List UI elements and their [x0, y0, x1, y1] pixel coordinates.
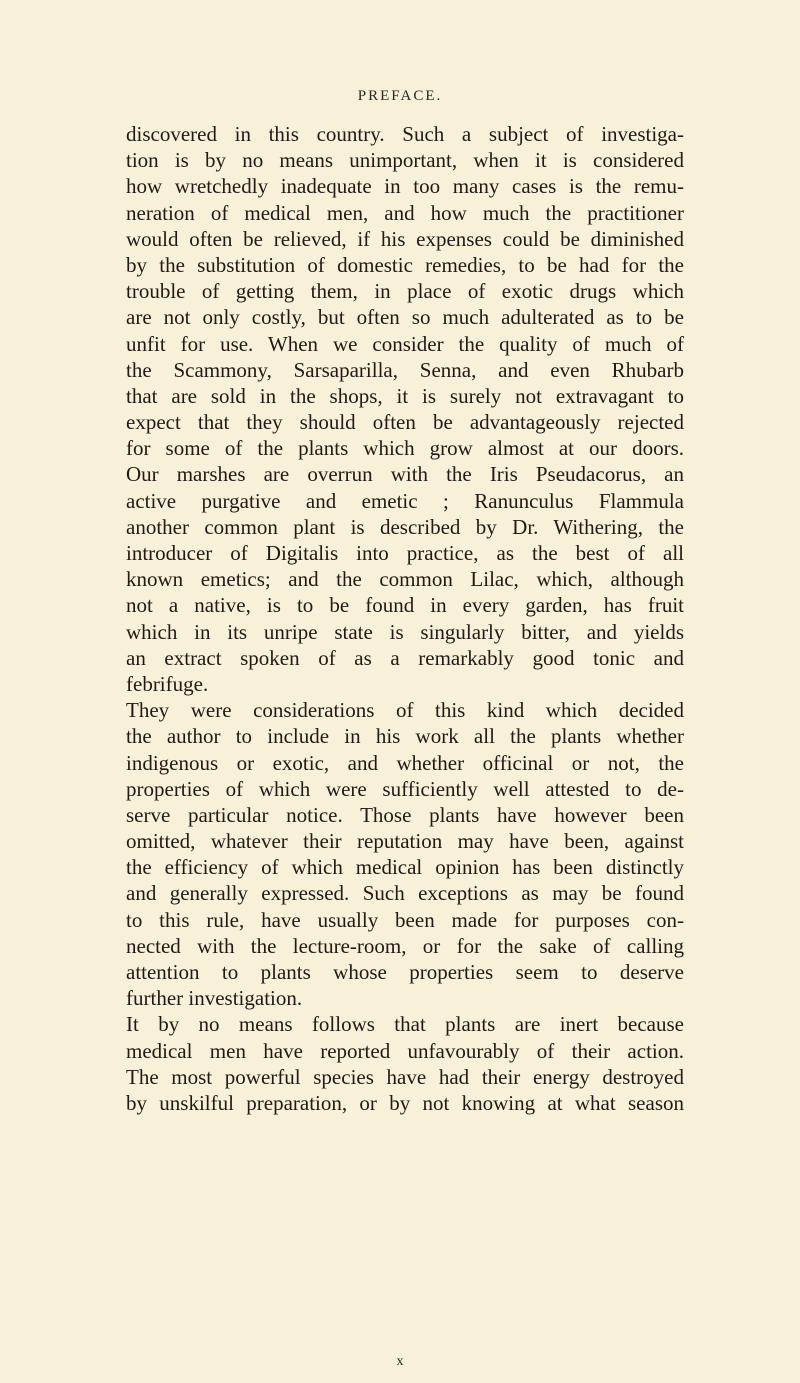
text-line: medical men have reported unfavourably of their action. — [126, 1038, 684, 1063]
body-text — [126, 121, 684, 1116]
text-line: that are sold in the shops, it is surely not extravagant to — [126, 383, 684, 408]
text-line: neration of medical men, and how much the practitioner — [126, 200, 684, 225]
text-line: and generally expressed. Such exceptions as may be found — [126, 881, 684, 906]
text-line: The most powerful species have had their energy destroyed — [126, 1064, 684, 1089]
text-line: Our marshes are overrun with the Iris Pseudacorus, an — [126, 462, 684, 487]
text-line: by the substitution of domestic remedies, to be had for the — [126, 252, 684, 277]
text-line: another common plant is described by Dr. Withering, the — [126, 514, 684, 539]
text-line: introducer of Digitalis into practice, as the best of all — [126, 541, 684, 565]
text-line: an extract spoken of as a remarkably good tonic and — [126, 645, 684, 670]
running-head: PREFACE. — [357, 88, 443, 104]
text-line: attention to plants whose properties seem to deserve — [126, 960, 684, 984]
text-line: further investigation. — [126, 986, 303, 1011]
text-line: indigenous or exotic, and whether officinal or not, the — [126, 750, 684, 775]
text-line: for some of the plants which grow almost at our doors. — [126, 436, 684, 461]
text-line: tion is by no means unimportant, when it is considered — [126, 148, 684, 173]
text-line: to this rule, have usually been made for purposes con- — [126, 907, 684, 932]
text-line: by unskilful preparation, or by not knowing at what season — [126, 1090, 684, 1115]
text-line: properties of which were sufficiently well attested to de- — [126, 776, 684, 801]
text-line: which in its unripe state is singularly bitter, and yields — [126, 619, 684, 644]
text-line: how wretchedly inadequate in too many cases is the remu- — [126, 174, 684, 199]
signature-mark: x — [396, 1354, 404, 1369]
text-line: serve particular notice. Those plants have however been — [126, 802, 684, 827]
text-line: would often be relieved, if his expenses could be diminished — [126, 226, 684, 251]
text-line: not a native, is to be found in every garden, has fruit — [126, 593, 684, 618]
text-line: the Scammony, Sarsaparilla, Senna, and even Rhubarb — [126, 357, 684, 382]
text-line: the author to include in his work all the plants whether — [126, 724, 684, 749]
text-line: active purgative and emetic ; Ranunculus Flammula — [126, 488, 684, 513]
text-line: are not only costly, but often so much adulterated as to be — [126, 305, 684, 330]
text-line: unfit for use. When we consider the quality of much of — [126, 331, 684, 356]
text-line: omitted, whatever their reputation may have been, against — [126, 829, 684, 854]
paragraph-start-line: They were considerations of this kind which decided — [126, 698, 684, 723]
text-line: febrifuge. — [126, 671, 209, 696]
text-line: known emetics; and the common Lilac, which, although — [126, 567, 684, 592]
paragraph-start-line: It by no means follows that plants are inert because — [126, 1012, 684, 1037]
text-line: trouble of getting them, in place of exotic drugs which — [126, 279, 684, 304]
text-line: nected with the lecture-room, or for the sake of calling — [126, 933, 684, 958]
text-line: the efficiency of which medical opinion has been distinctly — [126, 855, 684, 880]
text-line: expect that they should often be advantageously rejected — [126, 410, 684, 435]
text-line: discovered in this country. Such a subject of investiga- — [126, 122, 684, 146]
